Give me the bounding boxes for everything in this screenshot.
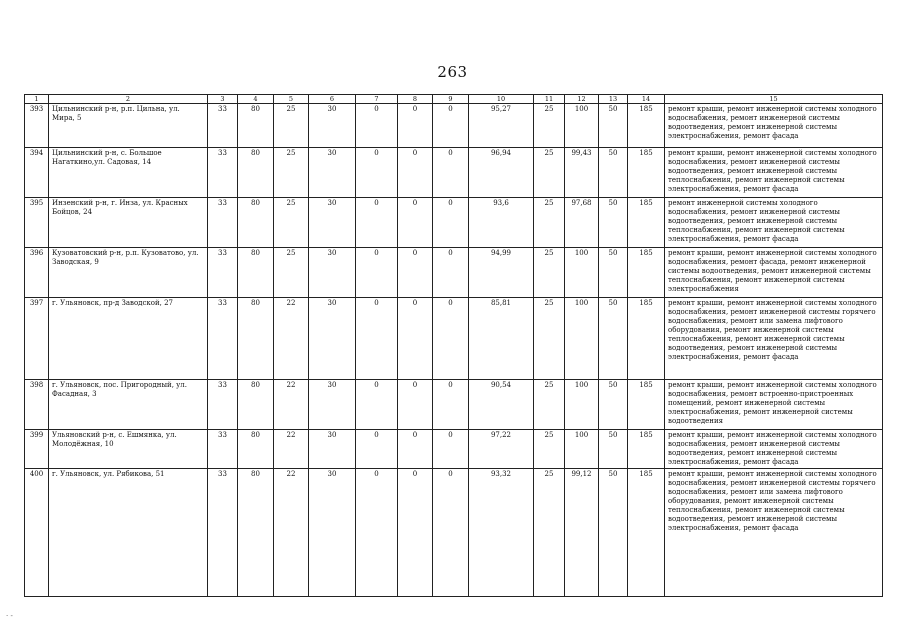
row-index: 398 [25, 380, 49, 430]
row-value: 80 [238, 198, 274, 248]
row-address: Цильнинский р-н, р.п. Цильна, ул. Мира, 5 [49, 104, 208, 148]
row-value: 33 [208, 148, 238, 198]
row-value: 25 [534, 380, 565, 430]
row-value: 100 [565, 248, 599, 298]
row-value: 97,22 [469, 430, 534, 469]
row-value: 30 [309, 104, 356, 148]
row-value: 80 [238, 248, 274, 298]
row-value: 185 [628, 469, 665, 597]
table-row [25, 148, 883, 198]
row-value: 25 [274, 248, 309, 298]
row-value: 185 [628, 430, 665, 469]
row-value: 50 [599, 469, 628, 597]
row-value: 185 [628, 148, 665, 198]
column-header: 11 [534, 95, 565, 104]
table-row [25, 198, 883, 248]
row-value: 30 [309, 148, 356, 198]
row-value: 0 [356, 469, 398, 597]
row-value: 25 [534, 298, 565, 380]
column-header: 4 [238, 95, 274, 104]
column-header: 14 [628, 95, 665, 104]
column-header: 5 [274, 95, 309, 104]
row-value: 33 [208, 104, 238, 148]
row-value: 100 [565, 380, 599, 430]
row-value: 0 [356, 198, 398, 248]
row-value: 25 [534, 148, 565, 198]
row-index: 394 [25, 148, 49, 198]
row-index: 397 [25, 298, 49, 380]
row-value: 97,68 [565, 198, 599, 248]
row-index: 393 [25, 104, 49, 148]
row-value: 33 [208, 298, 238, 380]
row-value: 25 [534, 430, 565, 469]
column-header: 6 [309, 95, 356, 104]
row-index: 395 [25, 198, 49, 248]
row-value: 0 [398, 198, 433, 248]
row-value: 100 [565, 298, 599, 380]
column-header: 12 [565, 95, 599, 104]
row-value: 0 [398, 469, 433, 597]
row-value: 30 [309, 469, 356, 597]
column-header: 3 [208, 95, 238, 104]
row-value: 33 [208, 380, 238, 430]
row-value: 33 [208, 430, 238, 469]
row-value: 80 [238, 148, 274, 198]
row-value: 80 [238, 104, 274, 148]
row-value: 33 [208, 469, 238, 597]
row-value: 0 [398, 248, 433, 298]
row-value: 0 [433, 469, 469, 597]
row-value: 25 [534, 198, 565, 248]
row-works: ремонт крыши, ремонт инженерной системы холодного водоснабжения, ремонт инженерной системы водоотведения, ремонт инженерной системы электроснабжения, ремонт фасада [665, 430, 883, 469]
row-value: 22 [274, 298, 309, 380]
row-value: 80 [238, 380, 274, 430]
row-value: 185 [628, 104, 665, 148]
row-value: 30 [309, 198, 356, 248]
table-row [25, 469, 883, 597]
row-address: г. Ульяновск, пос. Пригородный, ул. Фасадная, 3 [49, 380, 208, 430]
row-value: 93,32 [469, 469, 534, 597]
row-address: Цильнинский р-н, с. Большое Нагаткино,ул. Садовая, 14 [49, 148, 208, 198]
row-value: 22 [274, 430, 309, 469]
column-header: 15 [665, 95, 883, 104]
row-works: ремонт крыши, ремонт инженерной системы холодного водоснабжения, ремонт инженерной системы водоотведения, ремонт инженерной системы электроснабжения, ремонт фасада [665, 104, 883, 148]
row-value: 0 [356, 148, 398, 198]
row-value: 25 [274, 104, 309, 148]
row-value: 50 [599, 248, 628, 298]
row-address: Ульяновский р-н, с. Ешмянка, ул. Молодёжная, 10 [49, 430, 208, 469]
row-value: 0 [433, 198, 469, 248]
row-address: Инзенский р-н, г. Инза, ул. Красных Бойцов, 24 [49, 198, 208, 248]
row-value: 100 [565, 104, 599, 148]
row-value: 185 [628, 248, 665, 298]
row-address: г. Ульяновск, ул. Рябикова, 51 [49, 469, 208, 597]
row-value: 50 [599, 298, 628, 380]
column-header: 10 [469, 95, 534, 104]
row-value: 30 [309, 248, 356, 298]
table-row [25, 380, 883, 430]
row-value: 90,54 [469, 380, 534, 430]
row-value: 30 [309, 380, 356, 430]
row-value: 0 [398, 298, 433, 380]
row-value: 22 [274, 469, 309, 597]
column-header: 9 [433, 95, 469, 104]
row-works: ремонт крыши, ремонт инженерной системы холодного водоснабжения, ремонт инженерной системы горячего водоснабжения, ремонт или замена лифтового оборудования, ремонт инженерной системы теплоснабжения, ремонт инженерной системы водоотведения, ремонт инженерной системы электроснабжения, ремонт фасада [665, 469, 883, 597]
row-value: 0 [433, 298, 469, 380]
repair-table [24, 94, 883, 597]
row-works: ремонт крыши, ремонт инженерной системы холодного водоснабжения, ремонт встроенно-пристроенных помещений, ремонт инженерной системы электроснабжения, ремонт инженерной системы водоотведения [665, 380, 883, 430]
row-value: 93,6 [469, 198, 534, 248]
row-value: 0 [398, 430, 433, 469]
row-works: ремонт крыши, ремонт инженерной системы холодного водоснабжения, ремонт инженерной системы горячего водоснабжения, ремонт или замена лифтового оборудования, ремонт инженерной системы теплоснабжения, ремонт инженерной системы водоотведения, ремонт инженерной системы электроснабжения, ремонт фасада [665, 298, 883, 380]
column-header: 8 [398, 95, 433, 104]
row-works: ремонт крыши, ремонт инженерной системы холодного водоснабжения, ремонт инженерной системы водоотведения, ремонт инженерной системы теплоснабжения, ремонт инженерной системы электроснабжения, ремонт фасада [665, 148, 883, 198]
column-header: 1 [25, 95, 49, 104]
row-index: 400 [25, 469, 49, 597]
row-value: 0 [398, 148, 433, 198]
column-header: 7 [356, 95, 398, 104]
row-address: г. Ульяновск, пр-д Заводской, 27 [49, 298, 208, 380]
row-value: 0 [356, 104, 398, 148]
row-value: 0 [356, 430, 398, 469]
row-works: ремонт крыши, ремонт инженерной системы холодного водоснабжения, ремонт фасада, ремонт инженерной системы водоотведения, ремонт инженерной системы теплоснабжения, ремонт инженерной системы электроснабжения [665, 248, 883, 298]
row-value: 33 [208, 248, 238, 298]
row-value: 80 [238, 298, 274, 380]
row-value: 25 [534, 469, 565, 597]
scan-artifact: · - [6, 612, 13, 620]
table-row [25, 248, 883, 298]
header-row [25, 95, 883, 104]
row-value: 185 [628, 380, 665, 430]
table-row [25, 104, 883, 148]
row-value: 50 [599, 148, 628, 198]
row-value: 25 [534, 248, 565, 298]
row-value: 25 [274, 148, 309, 198]
row-index: 399 [25, 430, 49, 469]
row-value: 0 [433, 430, 469, 469]
row-value: 85,81 [469, 298, 534, 380]
row-value: 50 [599, 430, 628, 469]
row-value: 95,27 [469, 104, 534, 148]
row-value: 0 [433, 380, 469, 430]
row-value: 96,94 [469, 148, 534, 198]
table-row [25, 298, 883, 380]
row-value: 30 [309, 298, 356, 380]
row-value: 185 [628, 298, 665, 380]
row-value: 94,99 [469, 248, 534, 298]
row-value: 0 [433, 248, 469, 298]
row-value: 50 [599, 380, 628, 430]
column-header: 13 [599, 95, 628, 104]
row-index: 396 [25, 248, 49, 298]
row-value: 0 [398, 380, 433, 430]
row-value: 0 [356, 298, 398, 380]
column-header: 2 [49, 95, 208, 104]
row-value: 25 [274, 198, 309, 248]
table-row [25, 430, 883, 469]
row-value: 185 [628, 198, 665, 248]
row-value: 50 [599, 104, 628, 148]
row-value: 0 [433, 104, 469, 148]
row-value: 80 [238, 469, 274, 597]
row-value: 22 [274, 380, 309, 430]
row-address: Кузоватовский р-н, р.п. Кузоватово, ул. Заводская, 9 [49, 248, 208, 298]
row-value: 100 [565, 430, 599, 469]
row-value: 30 [309, 430, 356, 469]
page-number: 263 [437, 63, 468, 81]
row-value: 33 [208, 198, 238, 248]
row-value: 99,12 [565, 469, 599, 597]
row-value: 0 [356, 380, 398, 430]
row-works: ремонт инженерной системы холодного водоснабжения, ремонт инженерной системы водоотведения, ремонт инженерной системы теплоснабжения, ремонт инженерной системы электроснабжения, ремонт фасада [665, 198, 883, 248]
row-value: 25 [534, 104, 565, 148]
row-value: 0 [433, 148, 469, 198]
row-value: 99,43 [565, 148, 599, 198]
row-value: 50 [599, 198, 628, 248]
row-value: 0 [398, 104, 433, 148]
row-value: 0 [356, 248, 398, 298]
row-value: 80 [238, 430, 274, 469]
